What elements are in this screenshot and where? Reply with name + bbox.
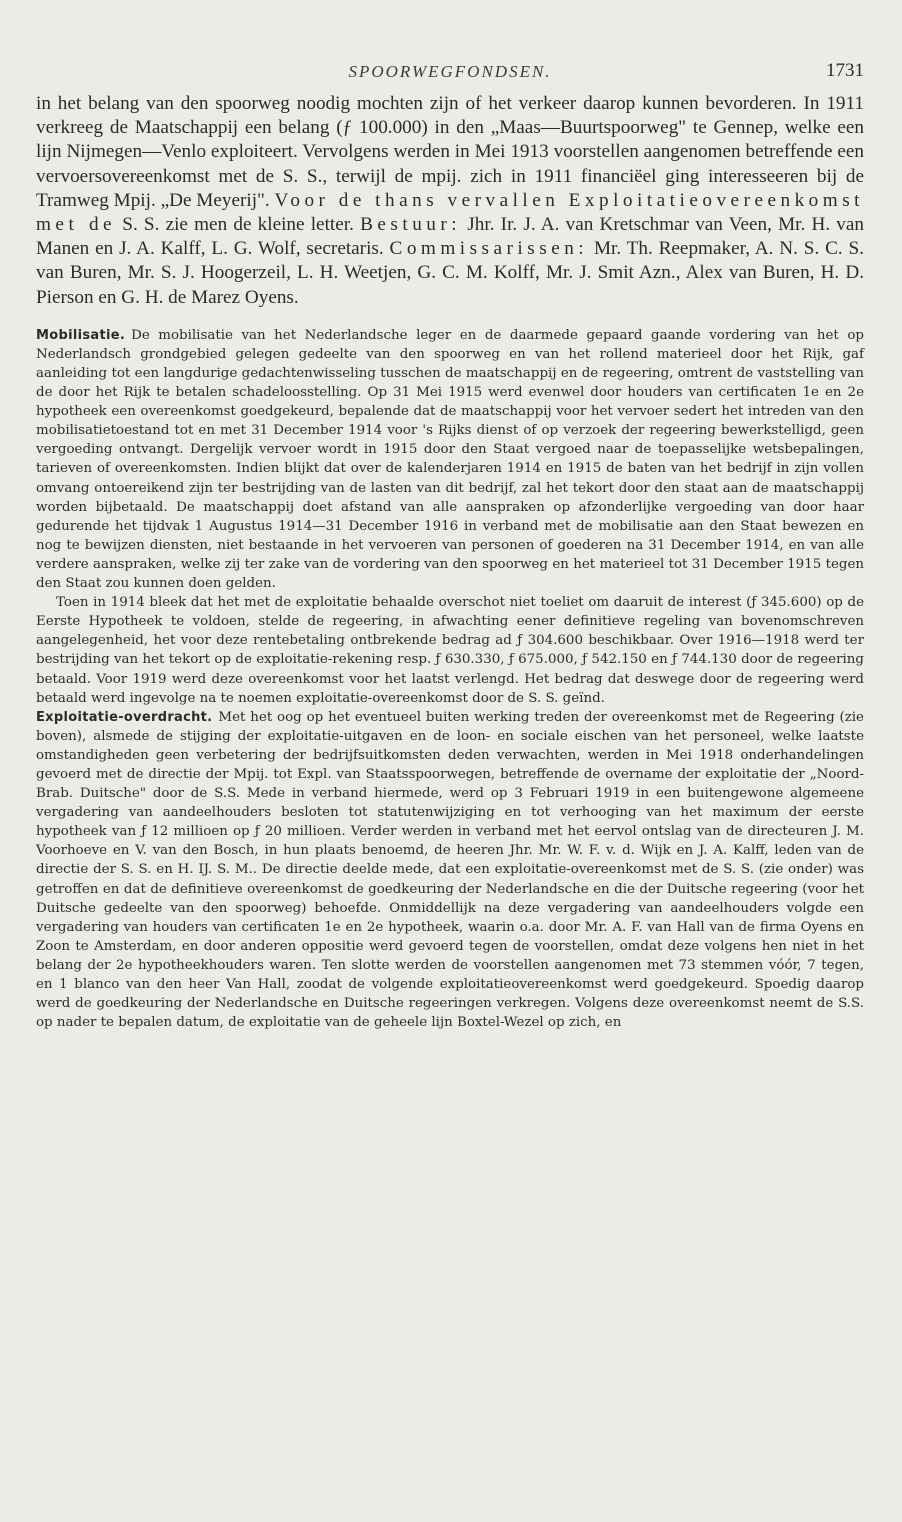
intro-text-b: S. S. zie men de kleine letter. [116, 214, 361, 236]
exploitatie-section [36, 708, 864, 1033]
exploitatie-heading: Exploitatie-overdracht. [36, 709, 213, 725]
intro-spaced-exploitatie: Voor de thans vervallen Exploitatieovereenkomst met de [36, 189, 864, 236]
intro-spaced-commissarissen: Commissarissen: [389, 238, 589, 260]
intro-text-d: Mr. Th. Reepmaker, A. N. S. C. S. van Buren, Mr. S. J. Hoogerzeil, L. H. Weetjen, G. C. M. Kolff, Mr. J. Smit Azn., Alex van Buren, H. D. Pierson en G. H. de Marez Oyens. [36, 238, 864, 308]
page-number: 1731 [826, 60, 864, 81]
mobilisatie-section [36, 326, 864, 593]
intro-text-c: Jhr. Ir. J. A. van Kretschmar van Veen, Mr. H. van Manen en J. A. Kalff, L. G. Wolf, secretaris. [36, 214, 865, 260]
intro-spaced-bestuur: Bestuur: [360, 214, 462, 236]
running-head [36, 58, 864, 92]
mobilisatie-paragraph-2-block [36, 593, 864, 708]
mobilisatie-paragraph-1: De mobilisatie van het Nederlandsche leger en de daarmede gepaard gaande vordering van het op Nederlandsch grondgebied gelegen gedeelte van den spoorweg en van het rollend materieel door het Rijk, gaf aanleiding tot een langdurige gedachtenwisseling tusschen de maatschappij en de regeering, omtrent de vaststelling van de door het Rijk te betalen schadeloosstelling. Op 31 Mei 1915 werd evenwel door houders van certificaten 1e en 2e hypotheek een overeenkomst goedgekeurd, bepalende dat de maatschappij voor het vervoer sedert het intreden van den mobilisatietoestand tot en met 31 December 1914 voor 's Rijks dienst of op verzoek der regeering bewerkstelligd, geen vergoeding ontvangt. Dergelijk vervoer wordt in 1915 door den Staat vergoed naar de toepasselijke wetsbepalingen, tarieven of overeenkomsten. Indien blijkt dat over de kalenderjaren 1914 en 1915 de baten van het bedrijf in zijn vollen omvang ontoereikend zijn ter bestrijding van de lasten van dit bedrijf, zal het tekort door den staat aan de maatschappij worden bijbetaald. De maatschappij doet afstand van alle aanspraken op afzonderlijke vergoeding van door haar gedurende het tijdvak 1 Augustus 1914—31 December 1916 in verband met de mobilisatie aan den Staat bewezen en nog te bewijzen diensten, niet bestaande in het vervoeren van personen of goederen na 31 December 1914, en van alle verdere aanspraken, welke zij ter zake van de vordering van den spoorweg en het materieel tot 31 December 1915 tegen den Staat zou kunnen doen gelden. [36, 327, 864, 592]
intro-paragraph [36, 92, 864, 310]
intro-text-a: in het belang van den spoorweg noodig mochten zijn of het verkeer daarop kunnen bevorderen. In 1911 verkreeg de Maatschappij een belang (ƒ 100.000) in den „Maas—Buurtspoorweg" te Gennep, welke een lijn Nijmegen—Venlo exploiteert. Vervolgens werden in Mei 1913 voorstellen aangenomen betreffende een vervoersovereenkomst met de S. S., terwijl de mpij. zich in 1911 financiëel ging interesseeren bij de Tramweg Mpij. „De Meyerij". [36, 93, 864, 211]
mobilisatie-paragraph-2: Toen in 1914 bleek dat het met de exploitatie behaalde overschot niet toeliet om daaruit de interest (ƒ 345.600) op de Eerste Hypotheek te voldoen, stelde de regeering, in afwachting eener definitieve regeling van bovenomschreven aangelegenheid, het voor deze rentebetaling ontbrekende bedrag ad ƒ 304.600 beschikbaar. Over 1916—1918 werd ter bestrijding van het tekort op de exploitatie-rekening resp. ƒ 630.330, ƒ 675.000, ƒ 542.150 en ƒ 744.130 door de regeering betaald. Voor 1919 werd deze overeenkomst voor het laatst verlengd. Het bedrag dat deswege door de regeering werd betaald werd ingevolge na te noemen exploitatie-overeenkomst door de S. S. geïnd. [36, 595, 864, 706]
mobilisatie-heading: Mobilisatie. [36, 327, 126, 343]
exploitatie-paragraph: Met het oog op het eventueel buiten werking treden der overeenkomst met de Regeering (zie boven), alsmede de stijging der exploitatie-uitgaven en de loon- en sociale eischen van het personeel, welke laatste omstandigheden geen verbetering der bedrijfsuitkomsten deden verwachten, werden in Mei 1918 onderhandelingen gevoerd met de directie der Mpij. tot Expl. van Staatsspoorwegen, betreffende de overname der exploitatie der „Noord-Brab. Duitsche" door de S.S. Mede in verband hiermede, werd op 3 Februari 1919 in een buitengewone algemeene vergadering van aandeelhouders besloten tot statutenwijziging en tot verhooging van het maximum der eerste hypotheek van ƒ 12 millioen op ƒ 20 millioen. Verder werden in verband met het eervol ontslag van de directeuren J. M. Voorhoeve en V. van den Bosch, in hun plaats benoemd, de heeren Jhr. Mr. W. F. v. d. Wijk en J. A. Kalff, leden van de directie der S. S. en H. IJ. S. M.. De directie deelde mede, dat een exploitatie-overeenkomst met de S. S. (zie onder) was getroffen en dat de definitieve overeenkomst de goedkeuring der Nederlandsche en die der Duitsche regeering (voor het Duitsche gedeelte van den spoorweg) behoefde. Onmiddellijk na deze vergadering van aandeelhouders volgde een vergadering van houders van certificaten 1e en 2e hypotheek, waarin o.a. door Mr. A. F. van Hall van de firma Oyens en Zoon te Amsterdam, en door anderen oppositie werd gevoerd tegen de voorstellen, omdat deze volgens hen niet in het belang der 2e hypotheekhouders waren. Ten slotte werden de voorstellen aangenomen met 73 stemmen vóór, 7 tegen, en 1 blanco van den heer Van Hall, zoodat de volgende exploitatieovereenkomst werd goedgekeurd. Spoedig daarop werd de goedkeuring der Nederlandsche en Duitsche regeeringen verkregen. Volgens deze overeenkomst neemt de S.S. op nader te bepalen datum, de exploitatie van de geheele lijn Boxtel-Wezel op zich, en [36, 709, 864, 1031]
header-title: SPOORWEGFONDSEN. [348, 62, 552, 81]
